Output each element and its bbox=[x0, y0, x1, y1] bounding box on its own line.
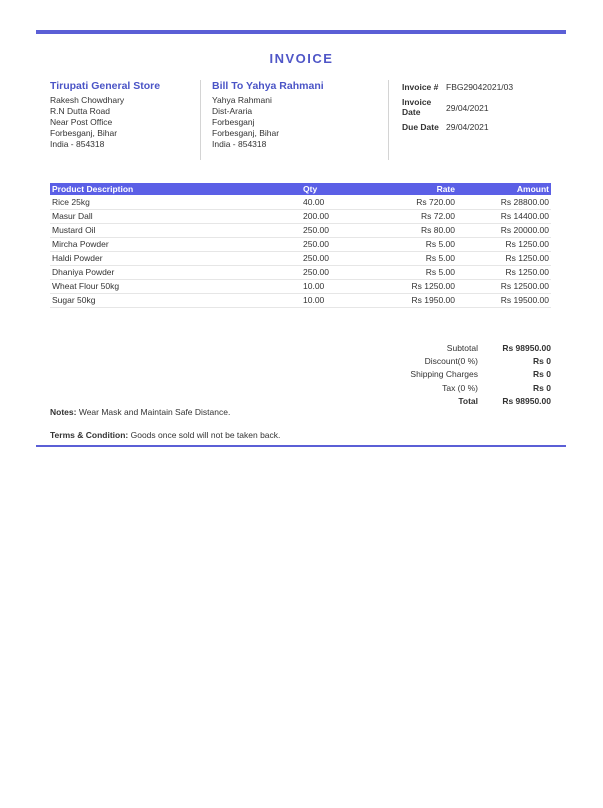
discount-value: Rs 0 bbox=[533, 356, 551, 367]
cell-amount: Rs 1250.00 bbox=[457, 265, 551, 279]
cell-qty: 200.00 bbox=[301, 209, 371, 223]
bill-to-line: Yahya Rahmani bbox=[212, 95, 272, 105]
column-divider bbox=[388, 80, 389, 160]
cell-amount: Rs 1250.00 bbox=[457, 237, 551, 251]
seller-line: Near Post Office bbox=[50, 117, 113, 127]
shipping-value: Rs 0 bbox=[533, 369, 551, 380]
total-label: Total bbox=[458, 396, 478, 407]
cell-description: Mustard Oil bbox=[50, 223, 301, 237]
tax-value: Rs 0 bbox=[533, 382, 551, 393]
terms-text: Goods once sold will not be taken back. bbox=[130, 430, 281, 440]
top-accent-rule bbox=[36, 30, 566, 34]
header-qty: Qty bbox=[301, 183, 371, 195]
invoice-meta bbox=[402, 82, 552, 137]
cell-amount: Rs 19500.00 bbox=[457, 293, 551, 307]
cell-description: Haldi Powder bbox=[50, 251, 301, 265]
notes-text: Wear Mask and Maintain Safe Distance. bbox=[78, 407, 231, 417]
invoice-number-label: Invoice # bbox=[402, 82, 439, 92]
header-description: Product Description bbox=[50, 183, 301, 195]
terms bbox=[50, 430, 280, 440]
bill-to-line: Dist-Araria bbox=[212, 106, 253, 116]
cell-rate: Rs 72.00 bbox=[371, 209, 457, 223]
invoice-date-label: Invoice Date bbox=[402, 97, 432, 117]
cell-rate: Rs 1950.00 bbox=[371, 293, 457, 307]
cell-rate: Rs 80.00 bbox=[371, 223, 457, 237]
bill-to-block bbox=[212, 80, 388, 150]
cell-qty: 250.00 bbox=[301, 251, 371, 265]
table-row bbox=[50, 209, 551, 223]
total-value: Rs 98950.00 bbox=[502, 396, 551, 407]
shipping-row bbox=[398, 368, 551, 381]
invoice-date: 29/04/2021 bbox=[446, 103, 489, 113]
header-amount: Amount bbox=[457, 183, 551, 195]
bill-to-line: Forbesganj, Bihar bbox=[212, 128, 280, 138]
terms-label: Terms & Condition: bbox=[50, 430, 129, 440]
table-row bbox=[50, 279, 551, 293]
seller-line: India - 854318 bbox=[50, 139, 105, 149]
table-row bbox=[50, 195, 551, 209]
discount-row bbox=[398, 354, 551, 367]
cell-description: Dhaniya Powder bbox=[50, 265, 301, 279]
due-date: 29/04/2021 bbox=[446, 122, 489, 132]
tax-row bbox=[398, 381, 551, 394]
cell-description: Rice 25kg bbox=[50, 195, 301, 209]
cell-qty: 40.00 bbox=[301, 195, 371, 209]
subtotal-row bbox=[398, 341, 551, 354]
table-row bbox=[50, 265, 551, 279]
cell-qty: 10.00 bbox=[301, 279, 371, 293]
seller-name: Tirupati General Store bbox=[50, 80, 161, 92]
bill-to-line: India - 854318 bbox=[212, 139, 267, 149]
cell-amount: Rs 28800.00 bbox=[457, 195, 551, 209]
table-row bbox=[50, 293, 551, 307]
cell-description: Masur Dall bbox=[50, 209, 301, 223]
bottom-accent-rule bbox=[36, 445, 566, 447]
seller-line: Forbesganj, Bihar bbox=[50, 128, 118, 138]
subtotal-value: Rs 98950.00 bbox=[502, 342, 551, 353]
cell-amount: Rs 1250.00 bbox=[457, 251, 551, 265]
cell-qty: 250.00 bbox=[301, 223, 371, 237]
shipping-label: Shipping Charges bbox=[410, 369, 478, 380]
cell-qty: 250.00 bbox=[301, 265, 371, 279]
totals-block bbox=[398, 341, 551, 408]
notes bbox=[50, 407, 230, 417]
cell-amount: Rs 20000.00 bbox=[457, 223, 551, 237]
table-row bbox=[50, 251, 551, 265]
cell-qty: 10.00 bbox=[301, 293, 371, 307]
invoice-number: FBG29042021/03 bbox=[446, 82, 514, 92]
cell-amount: Rs 14400.00 bbox=[457, 209, 551, 223]
seller-block bbox=[50, 80, 200, 150]
cell-amount: Rs 12500.00 bbox=[457, 279, 551, 293]
notes-label: Notes: bbox=[50, 407, 77, 417]
column-divider bbox=[200, 80, 201, 160]
cell-rate: Rs 5.00 bbox=[371, 265, 457, 279]
cell-rate: Rs 1250.00 bbox=[371, 279, 457, 293]
invoice-title: INVOICE bbox=[269, 51, 334, 66]
seller-line: Rakesh Chowdhary bbox=[50, 95, 125, 105]
cell-rate: Rs 720.00 bbox=[371, 195, 457, 209]
tax-label: Tax (0 %) bbox=[442, 382, 478, 393]
table-header-row bbox=[50, 183, 551, 195]
cell-rate: Rs 5.00 bbox=[371, 237, 457, 251]
header-rate: Rate bbox=[371, 183, 457, 195]
due-date-label: Due Date bbox=[402, 122, 439, 132]
cell-qty: 250.00 bbox=[301, 237, 371, 251]
cell-description: Wheat Flour 50kg bbox=[50, 279, 301, 293]
bill-to-line: Forbesganj bbox=[212, 117, 255, 127]
seller-line: R.N Dutta Road bbox=[50, 106, 110, 116]
subtotal-label: Subtotal bbox=[446, 342, 478, 353]
total-row bbox=[398, 395, 551, 408]
items-table bbox=[50, 183, 551, 308]
cell-description: Sugar 50kg bbox=[50, 293, 301, 307]
bill-to-heading: Bill To Yahya Rahmani bbox=[212, 80, 324, 92]
cell-description: Mircha Powder bbox=[50, 237, 301, 251]
table-row bbox=[50, 223, 551, 237]
cell-rate: Rs 5.00 bbox=[371, 251, 457, 265]
table-row bbox=[50, 237, 551, 251]
discount-label: Discount(0 %) bbox=[424, 356, 478, 367]
